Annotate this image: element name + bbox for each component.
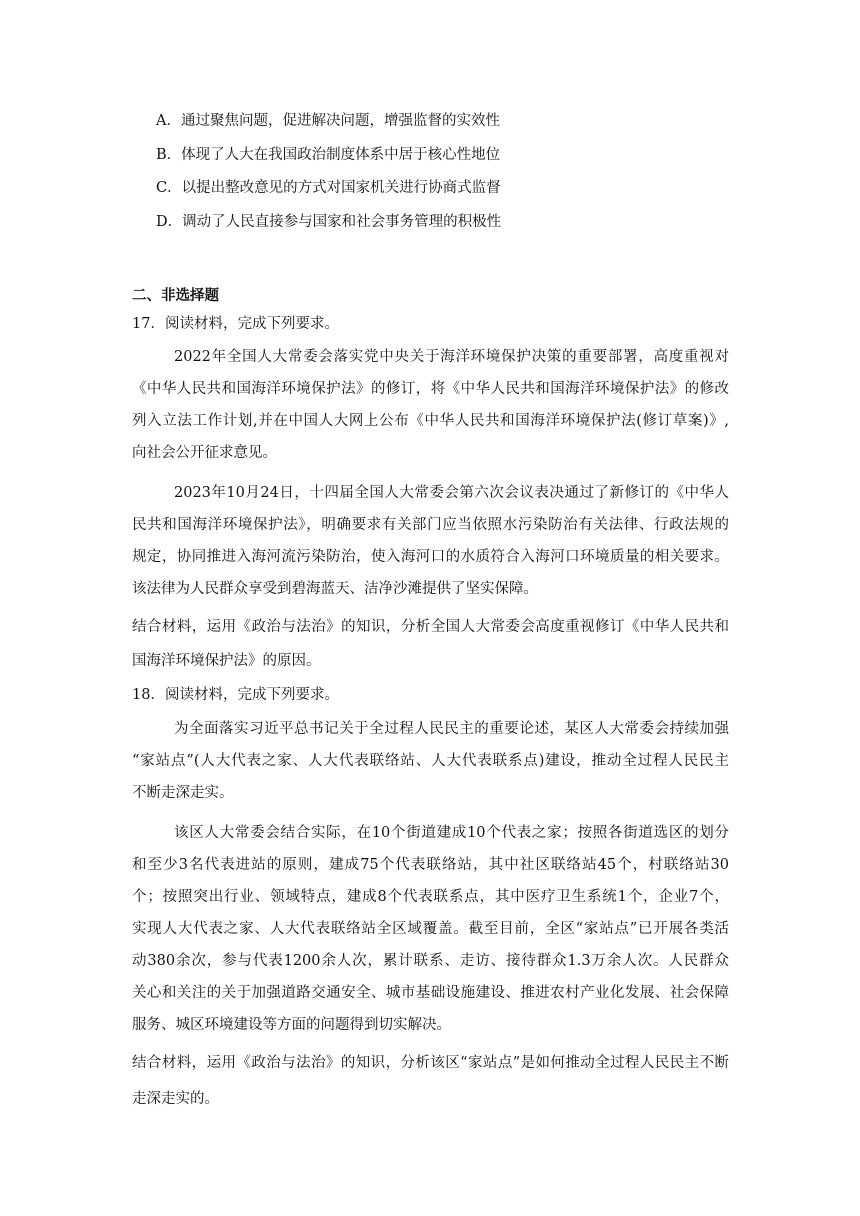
q17-title: 17．阅读材料，完成下列要求。 [132,316,339,332]
q17-p2-line: 2023年10月24日，十四届全国人大常委会第六次会议表决通过了新修订的《中华人 [174,485,729,501]
q18-question-line: 结合材料，运用《政治与法治》的知识，分析该区“家站点”是如何推动全过程人民民主不断 [132,1055,729,1071]
q18-p2-line: 关心和关注的关于加强道路交通安全、城市基础设施建设、推进农村产业化发展、社会保障 [132,985,729,1001]
option-a: A．通过聚焦问题，促进解决问题，增强监督的实效性 [156,113,500,129]
q17-p2-line: 规定，协同推进入海河流污染防治，使入海河口的水质符合入海河口环境质量的相关要求。 [132,549,729,565]
section-title: 二、非选择题 [132,288,219,304]
q17-p1-line: 《中华人民共和国海洋环境保护法》的修订，将《中华人民共和国海洋环境保护法》的修改 [132,381,729,397]
q18-p1-line: 不断走深走实。 [132,785,234,801]
q17-p1-line: 列入立法工作计划,并在中国人大网上公布《中华人民共和国海洋环境保护法(修订草案)》, [132,413,729,429]
q17-p2-line: 民共和国海洋环境保护法》，明确要求有关部门应当依照水污染防治有关法律、行政法规的 [132,517,729,533]
q18-p1-line: 为全面落实习近平总书记关于全过程人民民主的重要论述，某区人大常委会持续加强 [174,721,729,737]
q18-p1-line: “家站点”(人大代表之家、人大代表联络站、人大代表联系点)建设，推动全过程人民民主 [132,753,729,769]
option-b: B．体现了人大在我国政治制度体系中居于核心性地位 [156,147,501,163]
q18-p2-line: 动380余次，参与代表1200余人次，累计联系、走访、接待群众1.3万余人次。人民群众 [132,953,729,969]
option-c: C．以提出整改意见的方式对国家机关进行协商式监督 [156,180,501,196]
q17-question-line: 结合材料，运用《政治与法治》的知识，分析全国人大常委会高度重视修订《中华人民共和 [132,619,729,635]
q17-p2-line: 该法律为人民群众享受到碧海蓝天、洁净沙滩提供了坚实保障。 [132,581,538,597]
option-d: D．调动了人民直接参与国家和社会事务管理的积极性 [156,214,502,230]
q17-p1-line: 2022年全国人大常委会落实党中央关于海洋环境保护决策的重要部署，高度重视对 [174,349,729,365]
q18-p2-line: 该区人大常委会结合实际，在10个街道建成10个代表之家；按照各街道选区的划分 [174,825,729,841]
q18-question-line: 走深走实的。 [132,1091,219,1107]
q18-p2-line: 个；按照突出行业、领域特点，建成8个代表联系点，其中医疗卫生系统1个，企业7个， [132,889,729,905]
q18-p2-line: 和至少3名代表进站的原则，建成75个代表联络站，其中社区联络站45个，村联络站30 [132,857,729,873]
q18-title: 18．阅读材料，完成下列要求。 [132,687,339,703]
q18-p2-line: 服务、城区环境建设等方面的问题得到切实解决。 [132,1017,451,1033]
q17-p1-line: 向社会公开征求意见。 [132,445,277,461]
q17-question-line: 国海洋环境保护法》的原因。 [132,653,321,669]
q18-p2-line: 实现人大代表之家、人大代表联络站全区域覆盖。截至目前，全区“家站点”已开展各类活 [132,921,729,937]
